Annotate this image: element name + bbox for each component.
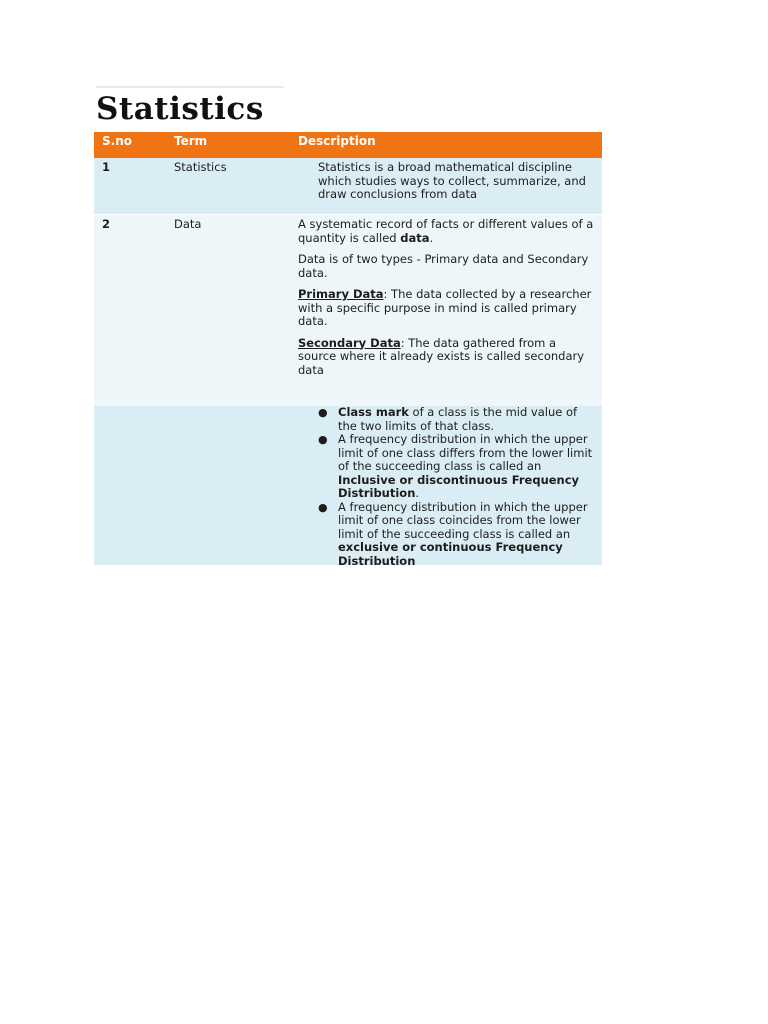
header-description: Description — [298, 134, 376, 148]
primary-data-definition — [298, 288, 602, 329]
bullet-icon: ● — [318, 433, 328, 446]
bold-term: Class mark — [338, 405, 409, 419]
header-sno: S.no — [102, 134, 132, 148]
row-description: Statistics is a broad mathematical discipline which studies ways to collect, summarize, and draw conclusions from data — [318, 160, 586, 201]
primary-data-label: Primary Data — [298, 287, 384, 301]
bold-term: data — [400, 230, 430, 245]
text-span: of a class is the mid value of the two limits of that class. — [338, 405, 578, 433]
row-term: Data — [174, 217, 202, 231]
row-sno — [94, 406, 170, 565]
table-row — [94, 158, 602, 215]
table-row — [94, 215, 602, 406]
row-term — [170, 406, 294, 565]
list-item — [298, 501, 594, 569]
data-definition — [298, 218, 602, 245]
header-term: Term — [174, 134, 208, 148]
table-header-row — [94, 132, 602, 158]
text-span: A frequency distribution in which the upper limit of one class coincides from the lower limit of the succeeding class is called an — [338, 499, 588, 541]
text-span: . — [415, 486, 420, 500]
bullet-icon: ● — [318, 500, 328, 514]
bold-term: exclusive or continuous Frequency Distribution — [338, 540, 563, 568]
frequency-bullet-list — [298, 406, 602, 568]
list-item — [298, 433, 594, 501]
text-span: : The data gathered from a source where it already exists is called secondary data — [298, 335, 585, 377]
row-term: Statistics — [174, 160, 227, 174]
page-title: Statistics — [96, 86, 284, 130]
data-types: Data is of two types - Primary data and Secondary data. — [298, 252, 589, 280]
text-span: : The data collected by a researcher with a specific purpose in mind is called primary data. — [298, 287, 592, 328]
text-span: . — [429, 230, 434, 245]
bullet-icon: ● — [318, 406, 328, 419]
list-item — [298, 406, 594, 433]
bold-term: Inclusive or discontinuous Frequency Distribution — [338, 472, 580, 500]
secondary-data-definition — [298, 337, 602, 378]
text-span: A frequency distribution in which the upper limit of one class differs from the lower limit of the succeeding class is called an — [338, 432, 593, 473]
row-description — [294, 215, 602, 406]
secondary-data-label: Secondary Data — [298, 335, 401, 350]
table-row — [94, 405, 602, 568]
row-sno: 1 — [102, 160, 111, 174]
text-span: A systematic record of facts or different values of a quantity is called — [298, 217, 594, 245]
statistics-table — [94, 132, 602, 568]
row-sno: 2 — [102, 217, 111, 231]
row-description — [294, 405, 602, 568]
